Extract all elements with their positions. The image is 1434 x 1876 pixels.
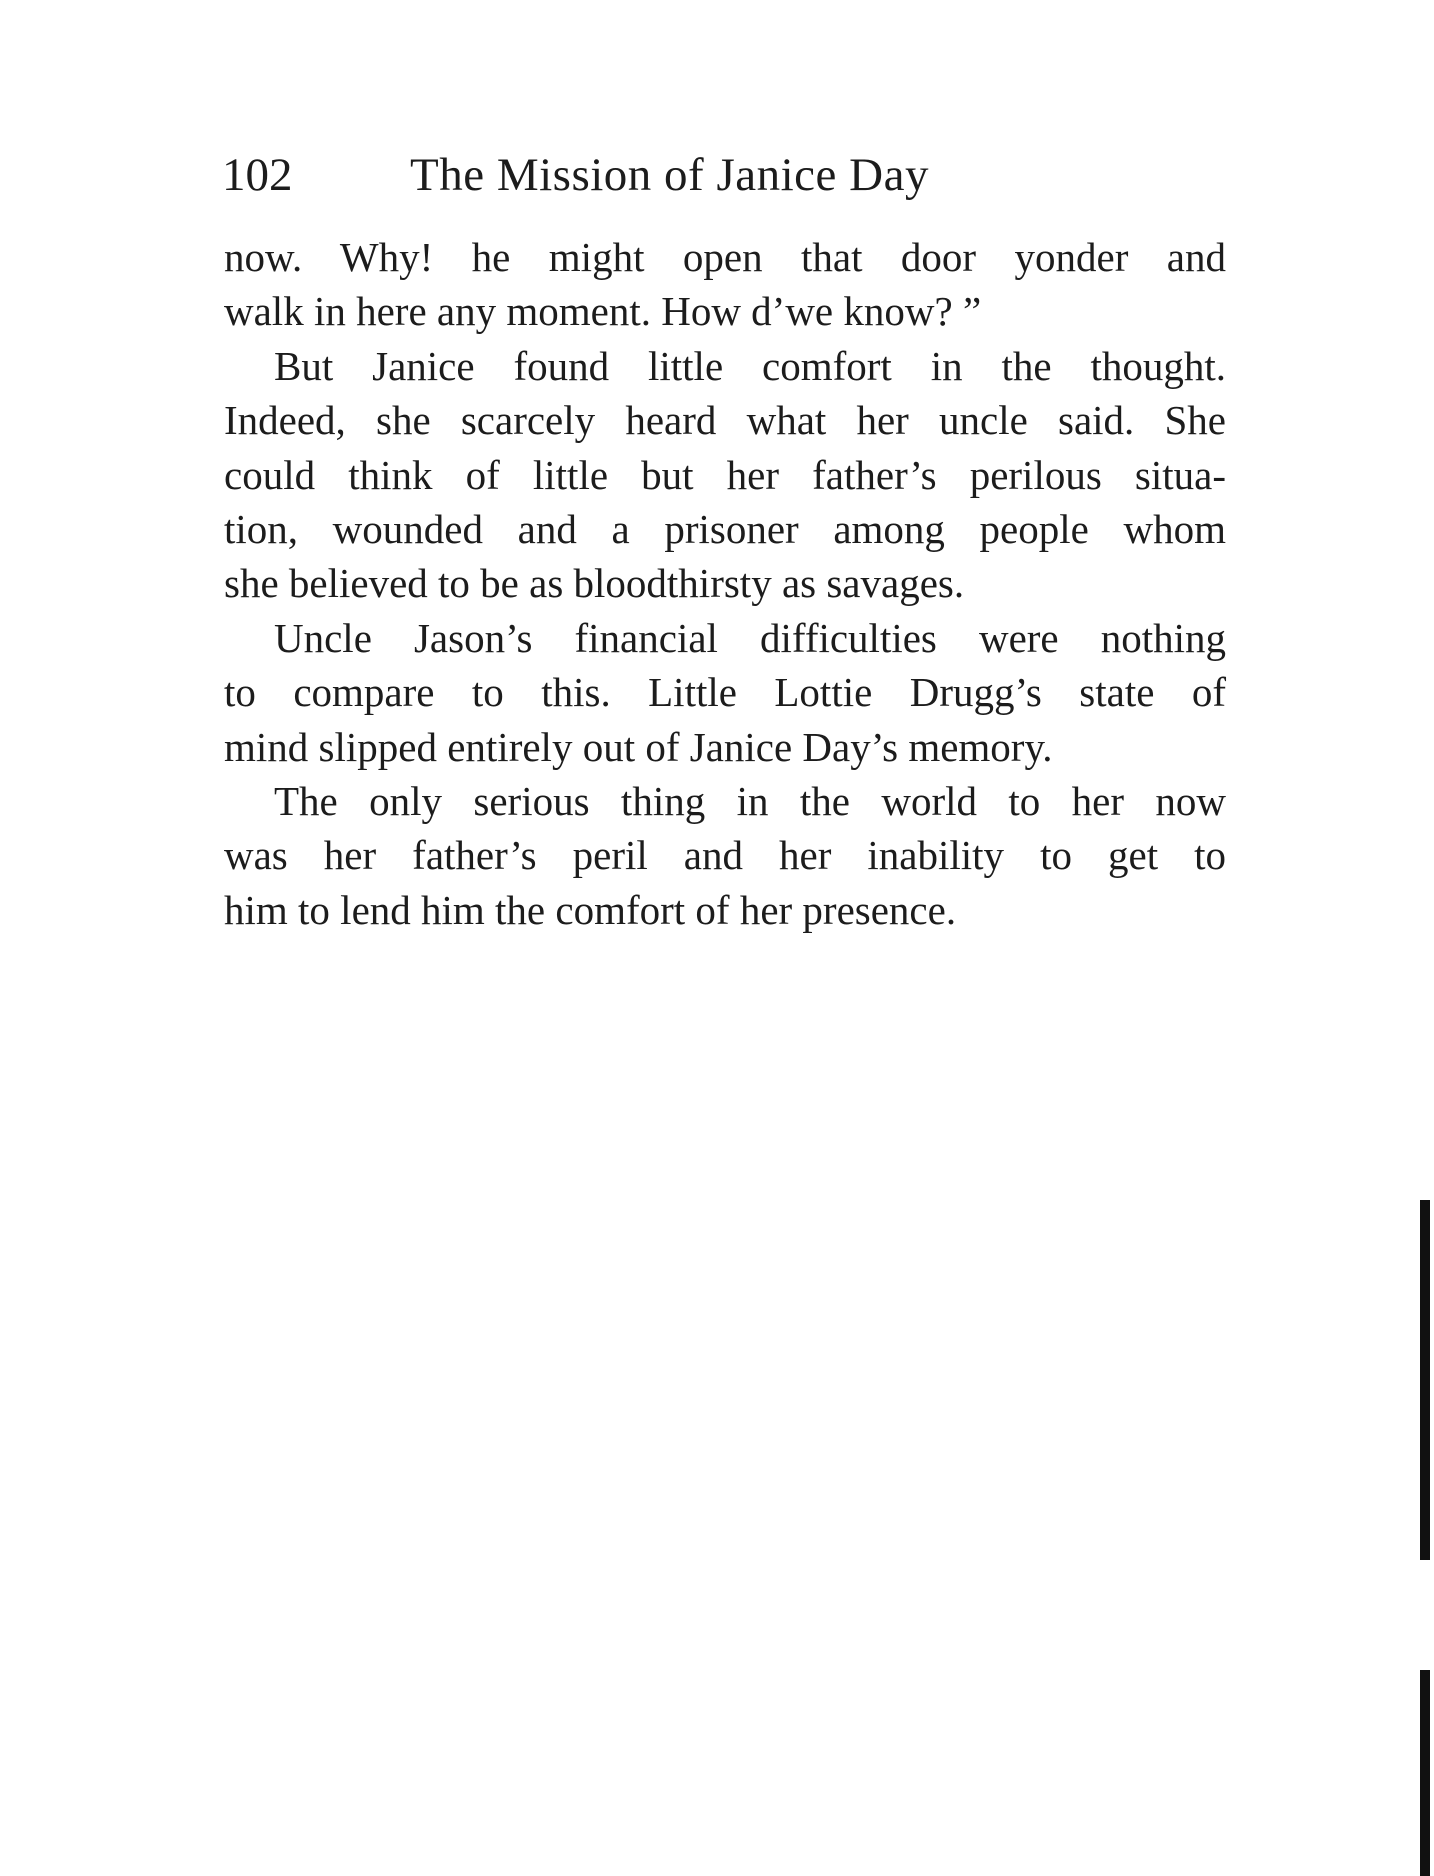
text-line: was her father’s peril and her inability to get to bbox=[224, 832, 1226, 879]
scan-edge-shadow bbox=[1420, 1200, 1430, 1876]
scan-edge-gap bbox=[1420, 1560, 1430, 1670]
text-line: mind slipped entirely out of Janice Day’s memory. bbox=[224, 723, 1053, 770]
text-line: But Janice found little comfort in the thought. bbox=[274, 342, 1226, 389]
body-text bbox=[224, 230, 1226, 937]
page-number: 102 bbox=[222, 149, 293, 201]
text-line: walk in here any moment. How d’we know? ” bbox=[224, 288, 982, 335]
running-title: The Mission of Janice Day bbox=[410, 149, 929, 201]
text-line: The only serious thing in the world to her now bbox=[274, 777, 1226, 824]
text-line: Indeed, she scarcely heard what her uncle said. She bbox=[224, 397, 1226, 444]
text-line: to compare to this. Little Lottie Drugg’s state of bbox=[224, 669, 1226, 716]
text-line: now. Why! he might open that door yonder and bbox=[224, 234, 1226, 280]
text-line: Uncle Jason’s financial difficulties were nothing bbox=[274, 614, 1226, 661]
text-line: tion, wounded and a prisoner among people whom bbox=[224, 505, 1226, 552]
text-line: could think of little but her father’s perilous situa- bbox=[224, 451, 1226, 498]
text-line: him to lend him the comfort of her presence. bbox=[224, 886, 957, 933]
page-header bbox=[222, 145, 1226, 205]
text-line: she believed to be as bloodthirsty as savages. bbox=[224, 560, 965, 607]
